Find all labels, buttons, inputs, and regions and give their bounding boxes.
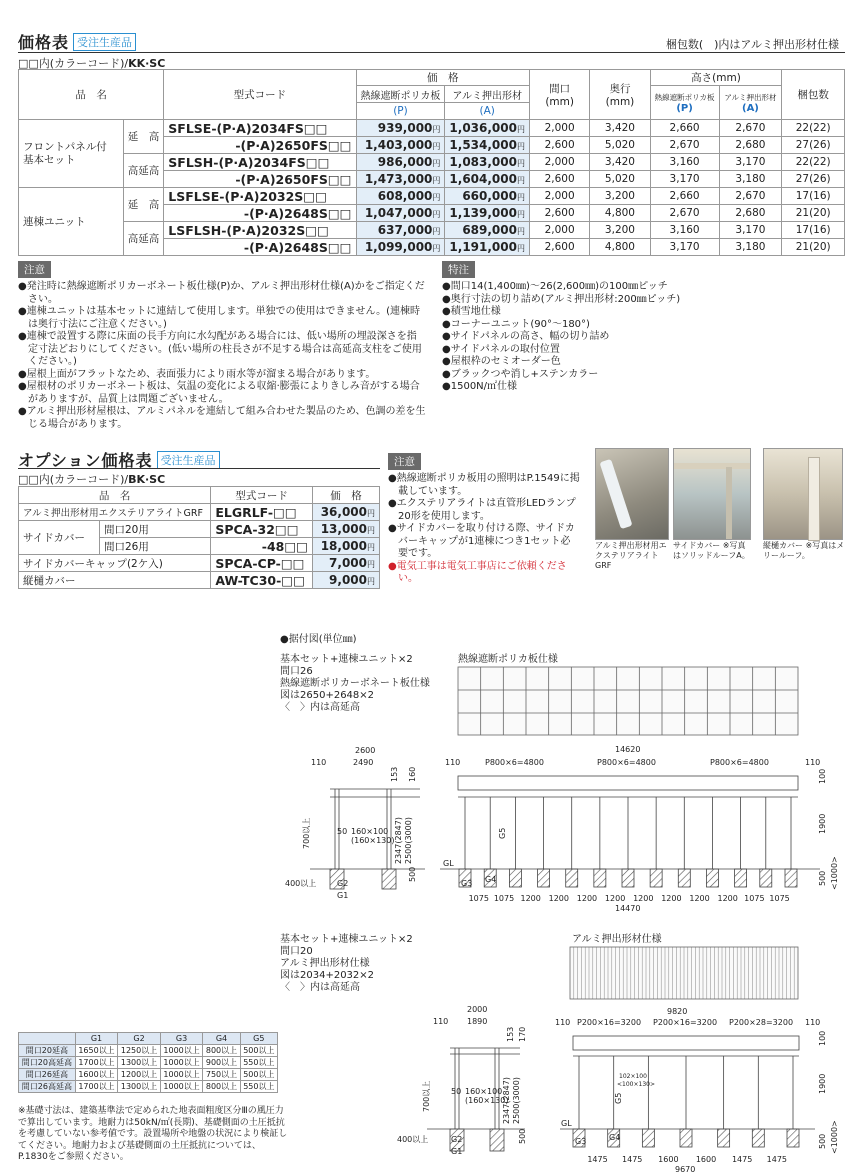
- svg-text:400以上: 400以上: [397, 1135, 429, 1144]
- dim-left: 110: [311, 758, 327, 767]
- svg-text:110: 110: [433, 1017, 449, 1026]
- options-color-code: □□内(カラーコード)/BK·SC: [18, 473, 166, 486]
- price-title: 価格表: [18, 33, 70, 52]
- svg-text:<1000>: <1000>: [830, 1120, 839, 1154]
- list-item: ●サイドパネルの高さ、幅の切り詰め: [442, 331, 610, 342]
- list-item: ●サイドカバーを取り付ける際、サイドカバーキャップが1連棟につき1セット必要です。: [388, 523, 575, 559]
- svg-text:P800×6=4800: P800×6=4800: [485, 758, 544, 767]
- table-row: 間口20延高 1650以上 1250以上 1000以上 800以上 500以上: [19, 1045, 278, 1057]
- set2-lines: 基本セット+連棟ユニット×2 間口20 アルミ押出形材仕様 図は2034+2032×2 〈 〉内は高延高: [280, 934, 413, 993]
- photo-caption: アルミ押出形材用エクステリアライトGRF: [595, 541, 667, 570]
- list-item: ●サイドパネルの取付位置: [442, 343, 560, 355]
- dim-span: 1475: [622, 1155, 643, 1164]
- table-row: 間口20高延高 1700以上 1300以上 1000以上 900以上 550以上: [19, 1057, 278, 1069]
- list-item: ●熱線遮断ポリカ板用の照明はP.1549に掲載しています。: [388, 473, 580, 497]
- list-item: ●アルミ押出形材屋根は、アルミパネルを連結して組み合わせた製品のため、色調の差を生じる場合があります。: [18, 406, 426, 430]
- svg-text:153: 153: [506, 1026, 515, 1042]
- list-item: ●積雪地仕様: [442, 306, 501, 317]
- svg-text:500: 500: [518, 1128, 527, 1144]
- dim-inner: 2490: [353, 758, 374, 767]
- svg-text:2500(3000): 2500(3000): [512, 1077, 521, 1124]
- th-price-a: アルミ押出形材: [445, 86, 530, 103]
- row-code: SFLSE-(P·A)2034FS□□: [164, 120, 356, 137]
- list-item: ●コーナーユニット(90°～180°): [442, 318, 590, 330]
- svg-text:160×100: 160×100: [465, 1087, 503, 1096]
- svg-text:100: 100: [818, 768, 827, 784]
- dim-span: 1200: [717, 894, 738, 903]
- th-pack: 梱包数: [782, 70, 845, 120]
- svg-text:P200×16=3200: P200×16=3200: [577, 1018, 642, 1027]
- th-p: (P): [356, 103, 445, 120]
- dim-span: 1475: [766, 1155, 788, 1164]
- dim-span: 1200: [576, 894, 598, 903]
- dim-span: 1200: [604, 894, 626, 903]
- options-title: オプション価格表: [18, 451, 153, 470]
- notes-list: [18, 281, 426, 431]
- svg-text:110: 110: [805, 758, 821, 767]
- dim-span: 1475: [731, 1155, 753, 1164]
- svg-text:170: 170: [518, 1026, 527, 1042]
- table-row: -(P·A)2650FS□□ 1,473,000円 1,604,000円 2,600 5,020 3,170 3,180 27(26): [19, 171, 845, 188]
- svg-text:50: 50: [451, 1087, 462, 1096]
- dim-span: 1200: [661, 894, 682, 903]
- dim-width: 2600: [355, 746, 376, 755]
- table-row: サイドカバーキャップ(2ケ入) SPCA-CP-□□ 7,000円: [19, 555, 380, 572]
- group-name: 連棟ユニット: [19, 188, 124, 256]
- table-row: 連棟ユニット 延 高 LSFLSE-(P·A)2032S□□ 608,000円 660,000円 2,000 3,200 2,660 2,670 17(16): [19, 188, 845, 205]
- svg-text:P200×16=3200: P200×16=3200: [653, 1018, 718, 1027]
- th-depth: 奥行 (mm): [590, 70, 650, 120]
- options-notes-title: 注意: [388, 453, 421, 470]
- dim-span: 1200: [633, 894, 654, 903]
- photo-downspout-cover: [763, 448, 843, 540]
- dim-span: 1600: [658, 1155, 679, 1164]
- table-row: 間口26高延高 1700以上 1300以上 1000以上 800以上 550以上: [19, 1081, 278, 1093]
- dim-span: 1075: [493, 894, 515, 903]
- th-height: 高さ(mm): [650, 70, 782, 86]
- notes-section: [18, 258, 426, 431]
- svg-text:G2: G2: [451, 1135, 463, 1144]
- svg-text:400以上: 400以上: [285, 879, 317, 888]
- dim-span: 1075: [744, 894, 765, 903]
- opt-th-price: 価 格: [313, 487, 380, 504]
- svg-text:2000: 2000: [467, 1005, 488, 1014]
- list-item: ●間口14(1,400㎜)～26(2,600㎜)の100㎜ピッチ: [442, 281, 668, 292]
- roof-plan: [458, 667, 798, 735]
- svg-text:110: 110: [555, 1018, 571, 1027]
- svg-text:G1: G1: [451, 1147, 463, 1156]
- svg-text:P200×28=3200: P200×28=3200: [729, 1018, 794, 1027]
- table-row: 高延高 LSFLSH-(P·A)2032S□□ 637,000円 689,000円 2,000 3,200 3,160 3,170 17(16): [19, 222, 845, 239]
- table-row: -(P·A)2648S□□ 1,047,000円 1,139,000円 2,600 4,800 2,670 2,680 21(20): [19, 205, 845, 222]
- svg-text:50: 50: [337, 827, 348, 836]
- dim-span: 1200: [520, 894, 541, 903]
- group-sub: 延 高: [123, 120, 164, 154]
- table-row: 縦樋カバー AW-TC30-□□ 9,000円: [19, 572, 380, 589]
- opt-th-code: 型式コード: [211, 487, 313, 504]
- svg-text:G2: G2: [337, 879, 349, 888]
- svg-text:500: 500: [408, 866, 417, 882]
- table-row: アルミ押出形材用エクステリアライトGRF ELGRLF-□□ 36,000円: [19, 504, 380, 521]
- svg-text:G3: G3: [575, 1137, 587, 1146]
- svg-text:G3: G3: [461, 879, 473, 888]
- photo-caption: サイドカバー ※写真はソリッドルーフA。: [673, 541, 750, 560]
- features-section: [442, 258, 842, 394]
- foundation-table: G1 G2 G3 G4 G5 間口20延高 1650以上 1250以上 1000以上 800以上 500以上 間口20高延高 1700以上 1300以上 1000以上 900以上 550以上 間口26延高 1600以上 1200以上 1000以上 750以上 500以上 間口26高延高 1700以上 1300以上 1000以上 800以上 550以上: [18, 1032, 278, 1093]
- svg-text:700以上: 700以上: [302, 817, 311, 849]
- list-item: ●発注時に熱線遮断ポリカーボネート板仕様(P)か、アルミ押出形材仕様(A)かをご指定ください。: [18, 281, 425, 305]
- th-h-p: 熱線遮断ポリカ板 (P): [650, 86, 719, 120]
- svg-text:153: 153: [390, 766, 399, 782]
- dim-span: 1075: [769, 894, 790, 903]
- diagram-title: ●据付図(単位㎜): [280, 634, 357, 645]
- table-row: -(P·A)2650FS□□ 1,403,000円 1,534,000円 2,600 5,020 2,670 2,680 27(26): [19, 137, 845, 154]
- made-to-order-tag: 受注生産品: [73, 33, 136, 51]
- svg-text:500: 500: [818, 870, 827, 886]
- set1-roof-label: 熱線遮断ポリカ板仕様: [458, 654, 558, 665]
- color-code-bold: KK·SC: [128, 57, 166, 70]
- group-name: フロントパネル付 基本セット: [19, 120, 124, 188]
- svg-text:(160×130): (160×130): [351, 836, 395, 845]
- options-notes: [388, 450, 580, 586]
- svg-text:500: 500: [818, 1133, 827, 1149]
- set2-drawing: [395, 944, 845, 1176]
- svg-text:102×100: 102×100: [619, 1073, 647, 1080]
- svg-text:GL: GL: [443, 859, 454, 868]
- set2-roof-label: アルミ押出形材仕様: [572, 934, 662, 945]
- dim-total-bottom: 14470: [615, 904, 641, 913]
- svg-text:GL: GL: [561, 1119, 572, 1128]
- svg-text:160×100: 160×100: [351, 827, 389, 836]
- list-item: ●エクステリアライトは直管形LEDランプ20形を使用します。: [388, 498, 576, 522]
- svg-text:P800×6=4800: P800×6=4800: [710, 758, 769, 767]
- list-item: ●ブラックつや消し+ステンカラー: [442, 368, 599, 380]
- th-h-a: アルミ押出形材 (A): [719, 86, 782, 120]
- price-heading: [18, 30, 136, 53]
- svg-text:9820: 9820: [667, 1007, 688, 1016]
- th-name: 品 名: [19, 70, 164, 120]
- photo-exterior-light: [595, 448, 669, 540]
- list-item: ●屋根上面がフラットなため、表面張力により雨水等が溜まる場合があります。: [18, 368, 376, 380]
- dim-span: 1475: [587, 1155, 608, 1164]
- color-code-text: □□内(カラーコード)/: [18, 57, 129, 70]
- svg-text:2347(2847): 2347(2847): [502, 1077, 511, 1124]
- svg-text:G5: G5: [614, 1092, 623, 1104]
- options-table: [18, 486, 380, 589]
- notes-title: 注意: [18, 261, 51, 278]
- photo-caption: 縦樋カバー ※写真はメリールーフ。: [763, 541, 845, 560]
- opt-th-name: 品 名: [19, 487, 211, 504]
- svg-text:<100×130>: <100×130>: [617, 1081, 655, 1088]
- features-list: [442, 281, 842, 394]
- row-price-p: 939,000: [377, 121, 433, 135]
- row-price-a: 1,036,000: [449, 121, 517, 135]
- svg-text:9670: 9670: [675, 1165, 696, 1174]
- svg-text:G5: G5: [498, 827, 507, 839]
- th-code: 型式コード: [164, 70, 356, 120]
- svg-text:<1000>: <1000>: [830, 856, 839, 890]
- list-item: ●屋根枠のセミオーダー色: [442, 356, 561, 367]
- list-item: ●連棟で設置する際に床面の長手方向に水勾配がある場合には、低い場所の埋設深さを指定寸法どおりにしてください。(低い場所の柱長さが不足する場合は高延高支柱をご使用ください。): [18, 331, 422, 367]
- dim-span: 1600: [695, 1155, 717, 1164]
- th-width: 間口 (mm): [529, 70, 589, 120]
- th-a: (A): [445, 103, 530, 120]
- foundation-footnote: ※基礎寸法は、建築基準法で定められた地表面粗度区分Ⅲの風圧力で算出しています。地耐力は50kN/㎡(長期)、基礎側面の土圧抵抗を考慮していない参考値です。設置場所や地盤の状況により検証してください。地耐力および基礎側面の土圧抵抗については、P.1830をご参照ください。: [18, 1106, 288, 1162]
- svg-text:160: 160: [408, 766, 417, 782]
- table-row: フロントパネル付 基本セット 延 高 SFLSE-(P·A)2034FS□□ 939,000円 1,036,000円 2,000 3,420 2,660 2,670 22(22): [19, 120, 845, 137]
- svg-text:G4: G4: [609, 1133, 621, 1142]
- svg-text:110: 110: [805, 1018, 821, 1027]
- set1-drawing: [275, 664, 845, 914]
- svg-text:110: 110: [445, 758, 461, 767]
- th-price-p: 熱線遮断ポリカ板: [356, 86, 445, 103]
- list-item: ●電気工事は電気工事店にご依頼ください。: [388, 560, 567, 584]
- options-tag: 受注生産品: [157, 451, 220, 469]
- table-row: 間口26用 -48□□ 18,000円: [19, 538, 380, 555]
- table-row: 高延高 SFLSH-(P·A)2034FS□□ 986,000円 1,083,000円 2,000 3,420 3,160 3,170 22(22): [19, 154, 845, 171]
- dim-total-top: 14620: [615, 745, 641, 754]
- dim-span: 1075: [468, 894, 489, 903]
- list-item: ●連棟ユニットは基本セットに連結して使用します。単独での使用はできません。(連棟時は奥行寸法にご注意ください。): [18, 306, 421, 330]
- dim-span: 1200: [689, 894, 710, 903]
- svg-text:1890: 1890: [467, 1017, 488, 1026]
- svg-text:100: 100: [818, 1030, 827, 1046]
- list-item: ●屋根材のポリカーボネート板は、気温の変化による収縮·膨張によりきしみ音がする場合がありますが、品質上は問題ございません。: [18, 381, 420, 405]
- photo-side-cover: [673, 448, 751, 540]
- table-row: サイドカバー 間口20用 SPCA-32□□ 13,000円: [19, 521, 380, 538]
- features-title: 特注: [442, 261, 475, 278]
- table-row: -(P·A)2648S□□ 1,099,000円 1,191,000円 2,600 4,800 3,170 3,180 21(20): [19, 239, 845, 256]
- dim-span: 1200: [548, 894, 569, 903]
- svg-text:G1: G1: [337, 891, 349, 900]
- table-row: 間口26延高 1600以上 1200以上 1000以上 750以上 500以上: [19, 1069, 278, 1081]
- svg-text:G4: G4: [485, 875, 497, 884]
- svg-text:(160×130): (160×130): [465, 1096, 509, 1105]
- svg-text:700以上: 700以上: [422, 1080, 431, 1112]
- packing-note: 梱包数( )内はアルミ押出形材仕様: [665, 38, 839, 51]
- svg-text:1900: 1900: [818, 1073, 827, 1094]
- svg-text:1900: 1900: [818, 813, 827, 834]
- th-price: 価 格: [356, 70, 529, 86]
- price-table: [18, 69, 845, 256]
- svg-text:P800×6=4800: P800×6=4800: [597, 758, 656, 767]
- svg-text:2347(2847): 2347(2847): [394, 817, 403, 864]
- list-item: ●1500N/㎡仕様: [442, 381, 518, 392]
- svg-text:2500(3000): 2500(3000): [404, 817, 413, 864]
- list-item: ●奥行寸法の切り詰め(アルミ押出形材:200㎜ピッチ): [442, 293, 681, 305]
- set1-lines: 基本セット+連棟ユニット×2 間口26 熱線遮断ポリカーボネート板仕様 図は2650+2648×2 〈 〉内は高延高: [280, 654, 430, 713]
